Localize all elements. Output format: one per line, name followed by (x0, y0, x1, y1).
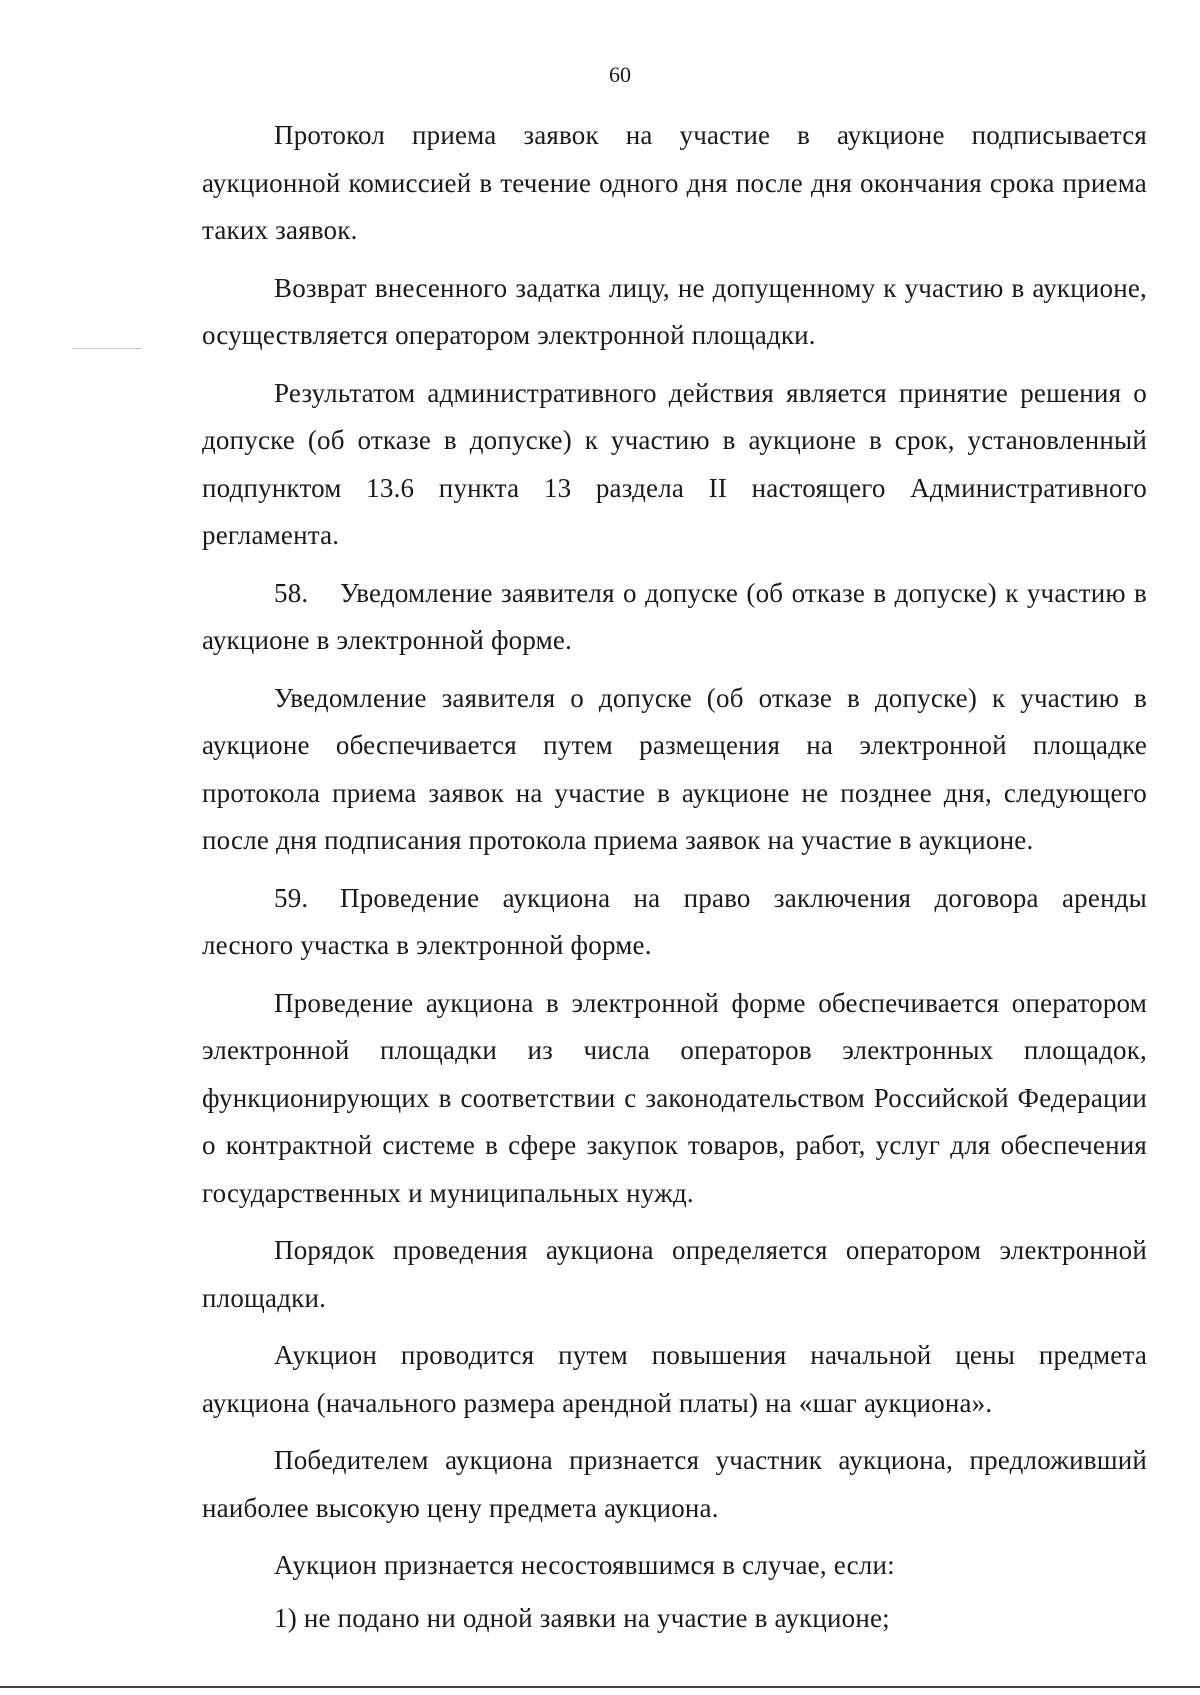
bottom-edge-line (0, 1686, 1200, 1688)
paragraph-winner: Победителем аукциона признается участник аукциона, предложивший наиболее высокую цену предмета аукциона. (202, 1445, 1147, 1523)
item-number: 59. (274, 882, 309, 913)
paragraph-deposit-return: Возврат внесенного задатка лицу, не допущенному к участию в аукционе, осуществляется оператором электронной площадки. (202, 272, 1147, 350)
paragraph-price-increase: Аукцион проводится путем повышения начальной цены предмета аукциона (начального размера арендной платы) на «шаг аукциона». (202, 1340, 1147, 1418)
scan-margin-mark (72, 348, 142, 349)
paragraph-protocol-signing: Протокол приема заявок на участие в аукционе подписывается аукционной комиссией в течение одного дня после дня окончания срока приема таких заявок. (202, 120, 1147, 245)
paragraph-admission-result: Результатом административного действия является принятие решения о допуске (об отказе в допуске) к участию в аукционе в срок, установленный подпунктом 13.6 пункта 13 раздела II настоящего Административного регламента. (202, 377, 1147, 550)
page-number: 60 (609, 62, 631, 87)
paragraph-item-59 (202, 875, 1147, 970)
item-58-text: Уведомление заявителя о допуске (об отказе в допуске) к участию в аукционе в электронной форме. (202, 577, 1147, 655)
item-59-text: Проведение аукциона на право заключения договора аренды лесного участка в электронной форме. (202, 882, 1147, 960)
document-body (202, 112, 1147, 1647)
item-number: 58. (274, 577, 309, 608)
paragraph-procedure: Порядок проведения аукциона определяется оператором электронной площадки. (202, 1235, 1147, 1313)
paragraph-failed-auction: Аукцион признается несостоявшимся в случае, если: (274, 1550, 895, 1580)
paragraph-operator: Проведение аукциона в электронной форме обеспечивается оператором электронной площадки из числа операторов электронных площадок, функционирующих в соответствии с законодательством Российской Федерации о контрактной системе в сфере закупок товаров, работ, услуг для обеспечения государственных и муниципальных нужд. (202, 987, 1147, 1208)
paragraph-item-58 (202, 570, 1147, 665)
paragraph-notification: Уведомление заявителя о допуске (об отказе в допуске) к участию в аукционе обеспечивается путем размещения на электронной площадке протокола приема заявок на участие в аукционе не позднее дня, следующего после дня подписания протокола приема заявок на участие в аукционе. (202, 682, 1147, 855)
paragraph-list-item-1: 1) не подано ни одной заявки на участие в аукционе; (274, 1602, 890, 1633)
